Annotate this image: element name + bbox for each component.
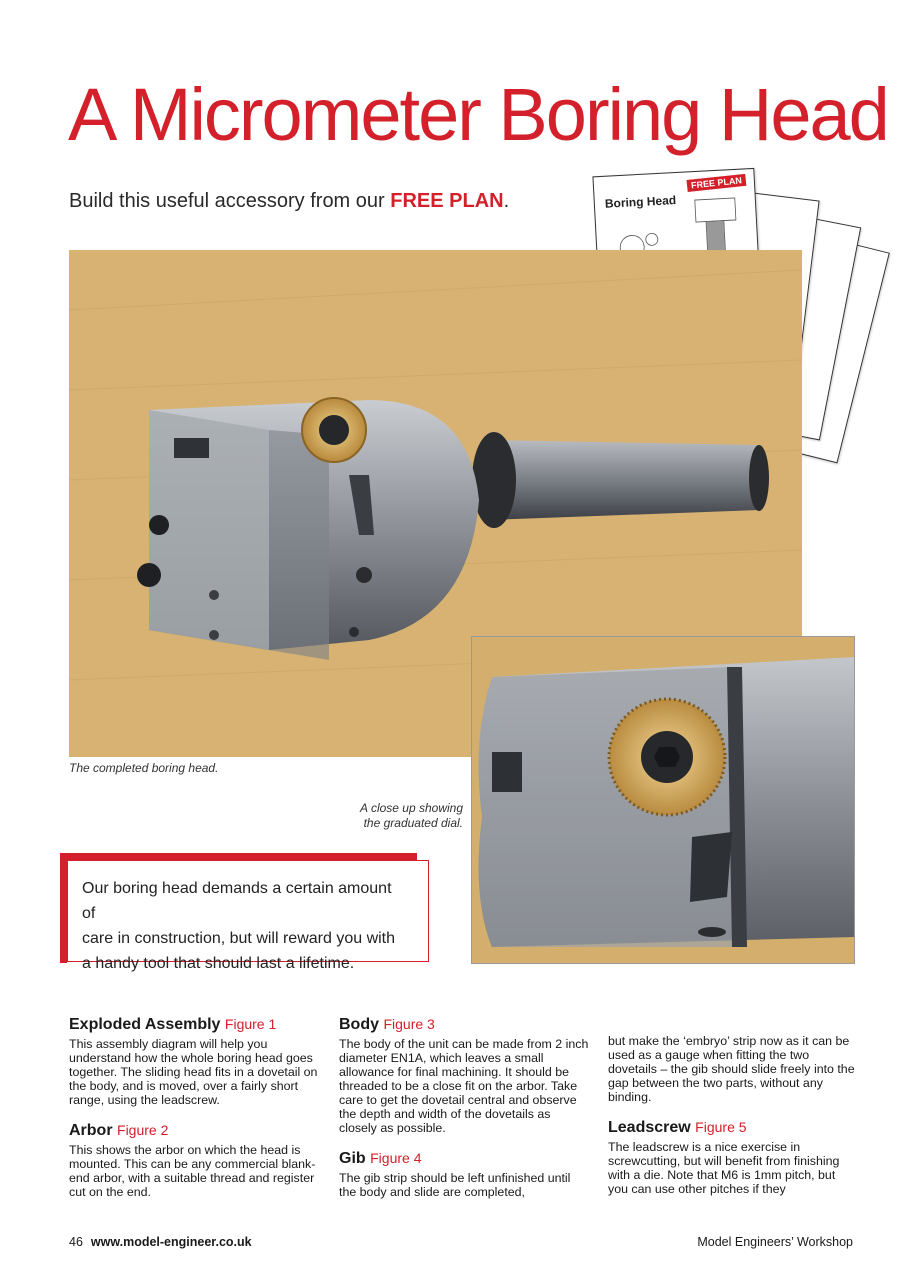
- pull-quote-line: Our boring head demands a certain amount of: [82, 880, 392, 922]
- heading-arbor: [69, 1120, 319, 1141]
- column-3: [608, 1034, 858, 1209]
- pull-quote: [82, 876, 402, 976]
- free-plan-badge: FREE PLAN: [686, 174, 746, 192]
- heading-text: Arbor: [69, 1122, 113, 1139]
- paragraph-leadscrew: The leadscrew is a nice exercise in screwcutting, but will benefit from finishing with a die. Note that M6 is 1mm pitch, but you can use other pitches if they: [608, 1140, 840, 1196]
- paragraph-body: The body of the unit can be made from 2 inch diameter EN1A, which leaves a small allowance for final machining. It should be threaded to be a close fit on the arbor. Take care to get the dovetail central and observe the depth and width of the dovetails as closely as possible.: [339, 1037, 589, 1135]
- caption-close-line2: the graduated dial.: [363, 816, 463, 830]
- heading-text: Exploded Assembly: [69, 1016, 221, 1033]
- subtitle-suffix: .: [503, 190, 510, 212]
- heading-text: Gib: [339, 1150, 366, 1167]
- magazine-name: Model Engineers’ Workshop: [697, 1235, 853, 1249]
- column-1: [69, 1014, 319, 1212]
- heading-text: Body: [339, 1016, 379, 1033]
- caption-close-up: [335, 801, 463, 831]
- heading-leadscrew: [608, 1117, 858, 1138]
- figure-reference: Figure 4: [370, 1150, 422, 1166]
- paragraph-gib-continued: but make the ‘embryo’ strip now as it can be used as a gauge when fitting the two dovetails – the gib should slide freely into the gap between the two parts, without any binding.: [608, 1034, 855, 1104]
- heading-gib: [339, 1148, 589, 1169]
- pull-quote-accent-bar: [60, 853, 417, 860]
- page-number: 46: [69, 1235, 83, 1249]
- heading-exploded-assembly: [69, 1014, 319, 1035]
- photo-close-up-dial: [471, 636, 855, 964]
- column-2: [339, 1014, 589, 1212]
- page-title: A Micrometer Boring Head: [68, 73, 888, 156]
- caption-close-line1: A close up showing: [360, 801, 463, 815]
- pull-quote-line: care in construction, but will reward you with: [82, 930, 396, 947]
- dial-close-up-image: [472, 637, 854, 963]
- paragraph-arbor: This shows the arbor on which the head is mounted. This can be any commercial blank-end arbor, with a suitable thread and register cut on the end.: [69, 1143, 316, 1199]
- paragraph-exploded-assembly: This assembly diagram will help you understand how the whole boring head goes together. The sliding head fits in a dovetail on the body, and is moved, over a fairly short range, using the leadscrew.: [69, 1037, 318, 1107]
- pull-quote-accent-side: [60, 853, 67, 963]
- heading-text: Leadscrew: [608, 1119, 691, 1136]
- caption-main: The completed boring head.: [69, 761, 219, 775]
- paragraph-gib: The gib strip should be left unfinished until the body and slide are completed,: [339, 1171, 571, 1199]
- subtitle: [69, 190, 509, 213]
- heading-body: [339, 1014, 589, 1035]
- plan-sheet-title: Boring Head: [604, 193, 677, 211]
- figure-reference: Figure 2: [117, 1122, 169, 1138]
- pull-quote-line: a handy tool that should last a lifetime.: [82, 955, 355, 972]
- subtitle-text: Build this useful accessory from our: [69, 190, 391, 212]
- free-plan-highlight: FREE PLAN: [390, 190, 504, 212]
- footer-left: [69, 1235, 252, 1249]
- figure-reference: Figure 1: [224, 1016, 277, 1032]
- figure-reference: Figure 3: [383, 1016, 435, 1032]
- figure-reference: Figure 5: [695, 1119, 747, 1135]
- website-link[interactable]: www.model-engineer.co.uk: [90, 1235, 252, 1249]
